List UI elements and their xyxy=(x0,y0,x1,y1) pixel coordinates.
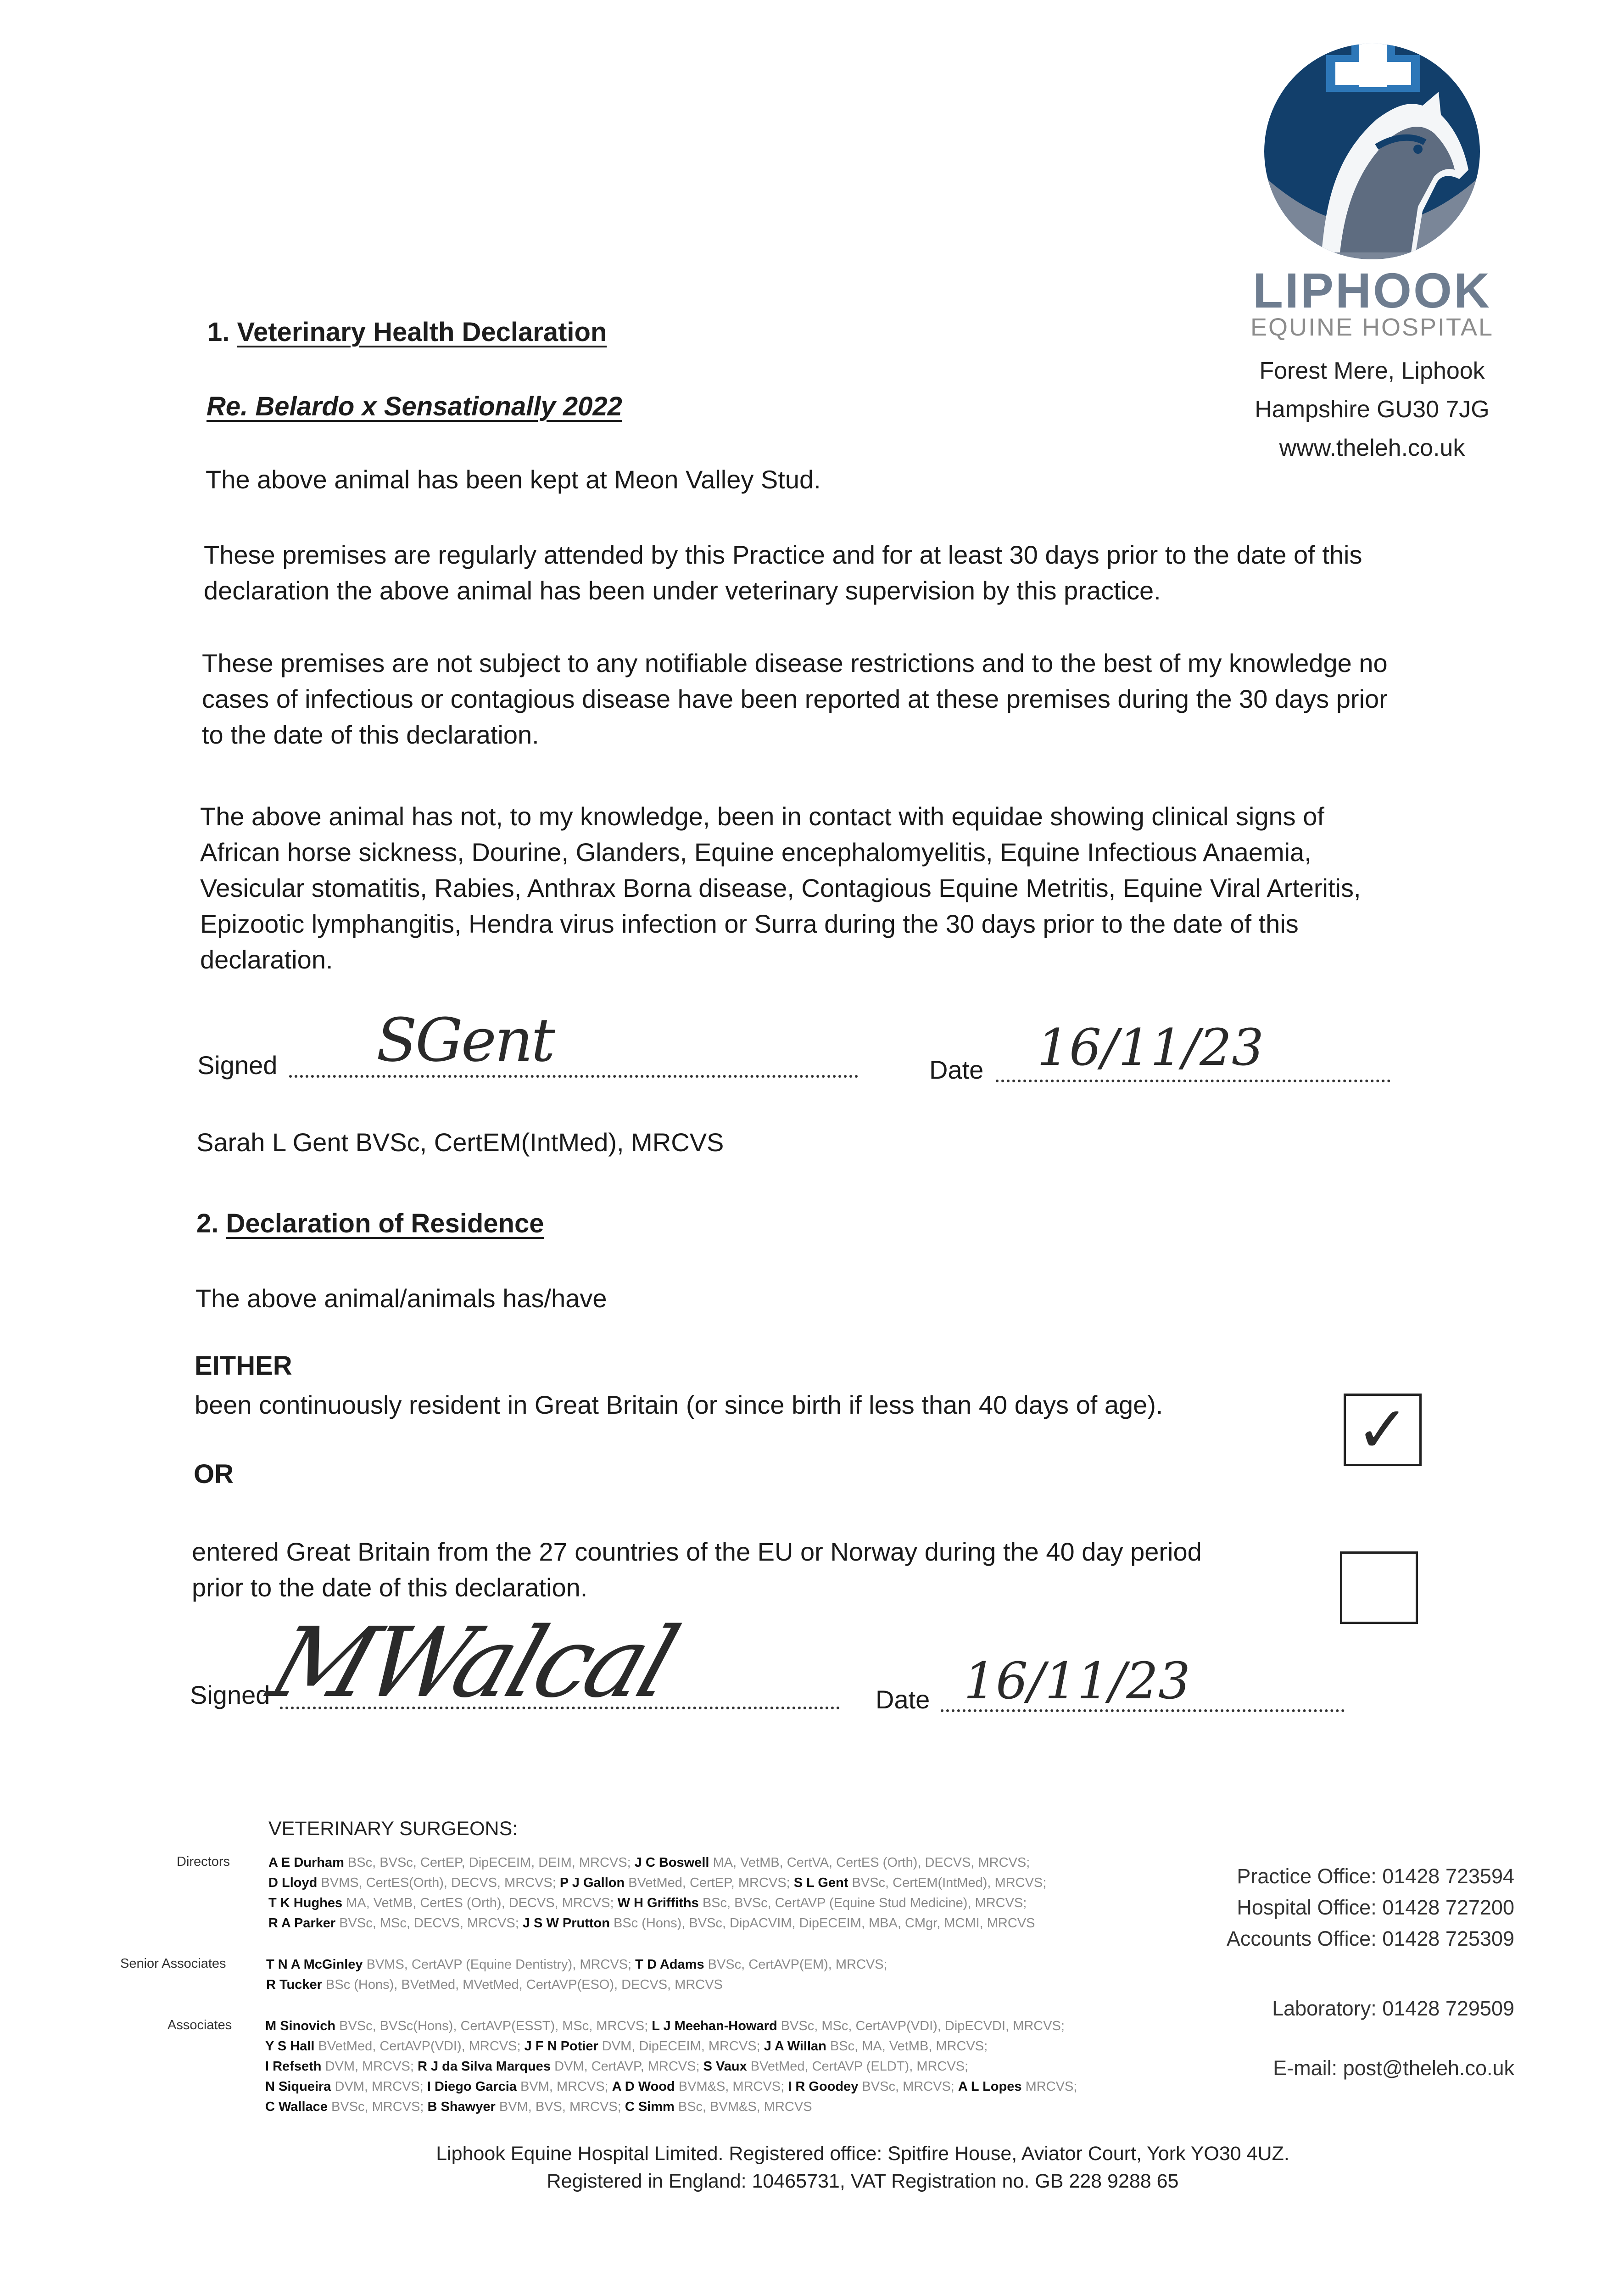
paragraph-line: These premises are regularly attended by this Practice and for at least 30 days prior to the date of this xyxy=(204,540,1362,569)
paragraph-line: cases of infectious or contagious disease have been reported at these premises during the 30 days prior xyxy=(202,684,1388,713)
directors-list xyxy=(268,1853,1046,1933)
option-resident-checkbox[interactable] xyxy=(1344,1394,1422,1466)
staff-line: R Tucker BSc (Hons), BVetMed, MVetMed, CertAVP(ESO), DECVS, MRCVS xyxy=(266,1977,723,1992)
date-label: Date xyxy=(929,1055,984,1084)
hospital-logo xyxy=(1257,37,1487,262)
paragraph-supervision xyxy=(204,537,1362,609)
group-label-senior-associates: Senior Associates xyxy=(120,1956,226,1971)
paragraph-line: African horse sickness, Dourine, Glanders, Equine encephalomyelitis, Equine Infectious Anaemia, xyxy=(200,838,1311,867)
staff-line: I Refseth DVM, MRCVS; R J da Silva Marques DVM, CertAVP, MRCVS; S Vaux BVetMed, CertAVP (ELDT), MRCVS; xyxy=(265,2059,969,2074)
paragraph-line: declaration the above animal has been under veterinary supervision by this practice. xyxy=(204,576,1161,605)
hospital-office: Hospital Office: 01428 727200 xyxy=(1237,1896,1514,1919)
staff-heading: VETERINARY SURGEONS: xyxy=(268,1818,518,1840)
group-label-directors: Directors xyxy=(177,1854,230,1869)
residence-intro: The above animal/animals has/have xyxy=(195,1284,607,1313)
staff-line: R A Parker BVSc, MSc, DECVS, MRCVS; J S W Prutton BSc (Hons), BVSc, DipACVIM, DipECEIM, MBA, CMgr, MCMI, MRCVS xyxy=(268,1916,1035,1931)
practice-office: Practice Office: 01428 723594 xyxy=(1237,1864,1514,1888)
date-line[interactable] xyxy=(996,1080,1390,1082)
section-2-number: 2. xyxy=(196,1209,219,1238)
option-resident-text: been continuously resident in Great Britain (or since birth if less than 40 days of age). xyxy=(195,1390,1163,1419)
group-label-associates: Associates xyxy=(167,2018,232,2032)
paragraph-line: These premises are not subject to any notifiable disease restrictions and to the best of my knowledge no xyxy=(202,649,1388,677)
paragraph-line: The above animal has not, to my knowledge, been in contact with equidae showing clinical signs of xyxy=(200,802,1324,831)
option-entered-text xyxy=(192,1534,1202,1606)
staff-line: Y S Hall BVetMed, CertAVP(VDI), MRCVS; J F N Potier DVM, DipECEIM, MRCVS; J A Willan BSc, MA, VetMB, MRCVS; xyxy=(265,2039,988,2054)
address-line-1: Forest Mere, Liphook xyxy=(1259,358,1485,384)
section-2-heading xyxy=(196,1208,544,1239)
accounts-office: Accounts Office: 01428 725309 xyxy=(1226,1927,1514,1950)
signed-label: Signed xyxy=(197,1051,278,1080)
date-value-2: 16/11/23 xyxy=(964,1651,1191,1710)
staff-line: T N A McGinley BVMS, CertAVP (Equine Dentistry), MRCVS; T D Adams BVSc, CertAVP(EM), MRCVS; xyxy=(266,1957,887,1972)
footer-registration: Registered in England: 10465731, VAT Registration no. GB 228 9288 65 xyxy=(547,2170,1179,2192)
paragraph-line: Epizootic lymphangitis, Hendra virus infection or Surra during the 30 days prior to the date of this xyxy=(200,909,1299,938)
check-mark-icon: ✓ xyxy=(1356,1393,1410,1467)
paragraph-line: The above animal has been kept at Meon Valley Stud. xyxy=(206,465,821,494)
hospital-subtitle: EQUINE HOSPITAL xyxy=(1250,313,1494,341)
paragraph-line: prior to the date of this declaration. xyxy=(192,1573,588,1602)
staff-line: A E Durham BSc, BVSc, CertEP, DipECEIM, DEIM, MRCVS; J C Boswell MA, VetMB, CertVA, CertES (Orth), DECVS, MRCVS; xyxy=(268,1855,1030,1870)
re-line: Re. Belardo x Sensationally 2022 xyxy=(206,392,622,421)
signature-line[interactable] xyxy=(289,1075,858,1078)
paragraph-restrictions xyxy=(202,645,1388,753)
or-label: OR xyxy=(194,1459,234,1489)
section-1-heading xyxy=(207,317,607,347)
signature-1: SGent xyxy=(376,1005,553,1075)
paragraph-kept xyxy=(206,462,821,498)
staff-line: D Lloyd BVMS, CertES(Orth), DECVS, MRCVS; P J Gallon BVetMed, CertEP, MRCVS; S L Gent BVSc, CertEM(IntMed), MRCVS; xyxy=(268,1875,1047,1890)
option-entered-checkbox[interactable] xyxy=(1340,1551,1418,1624)
email-link[interactable]: E-mail: post@theleh.co.uk xyxy=(1273,2056,1514,2080)
section-1-number: 1. xyxy=(207,317,230,347)
paragraph-line: entered Great Britain from the 27 countries of the EU or Norway during the 40 day period xyxy=(192,1537,1202,1566)
staff-line: N Siqueira DVM, MRCVS; I Diego Garcia BVM, MRCVS; A D Wood BVM&S, MRCVS; I R Goodey BVSc, MRCVS; A L Lopes MRCVS; xyxy=(265,2079,1077,2094)
paragraph-line: to the date of this declaration. xyxy=(202,720,539,749)
section-2-title: Declaration of Residence xyxy=(226,1209,544,1238)
paragraph-line: declaration. xyxy=(200,945,333,974)
address-line-2: Hampshire GU30 7JG xyxy=(1255,396,1490,423)
staff-line: T K Hughes MA, VetMB, CertES (Orth), DECVS, MRCVS; W H Griffiths BSc, BVSc, CertAVP (Equine Stud Medicine), MRCVS; xyxy=(268,1896,1027,1910)
date-value-1: 16/11/23 xyxy=(1037,1018,1264,1077)
laboratory: Laboratory: 01428 729509 xyxy=(1272,1997,1514,2020)
paragraph-contact xyxy=(200,799,1361,978)
signatory-name: Sarah L Gent BVSc, CertEM(IntMed), MRCVS xyxy=(196,1128,724,1157)
staff-line: M Sinovich BVSc, BVSc(Hons), CertAVP(ESST), MSc, MRCVS; L J Meehan-Howard BVSc, MSc, CertAVP(VDI), DipECVDI, MRCVS; xyxy=(265,2019,1065,2033)
website-link[interactable]: www.theleh.co.uk xyxy=(1279,435,1465,461)
senior-associates-list xyxy=(266,1954,887,1995)
hospital-name: LIPHOOK xyxy=(1252,263,1491,318)
associates-list xyxy=(265,2016,1077,2117)
footer-registered-office: Liphook Equine Hospital Limited. Registered office: Spitfire House, Aviator Court, York YO30 4UZ. xyxy=(436,2143,1289,2165)
signed-label: Signed xyxy=(190,1680,270,1709)
either-label: EITHER xyxy=(195,1351,292,1381)
paragraph-line: Vesicular stomatitis, Rabies, Anthrax Borna disease, Contagious Equine Metritis, Equine Viral Arteritis, xyxy=(200,873,1361,902)
section-1-title: Veterinary Health Declaration xyxy=(237,317,607,347)
signature-2: MWalcal xyxy=(257,1606,688,1719)
staff-line: C Wallace BVSc, MRCVS; B Shawyer BVM, BVS, MRCVS; C Simm BSc, BVM&S, MRCVS xyxy=(265,2099,812,2114)
date-label: Date xyxy=(876,1685,930,1714)
